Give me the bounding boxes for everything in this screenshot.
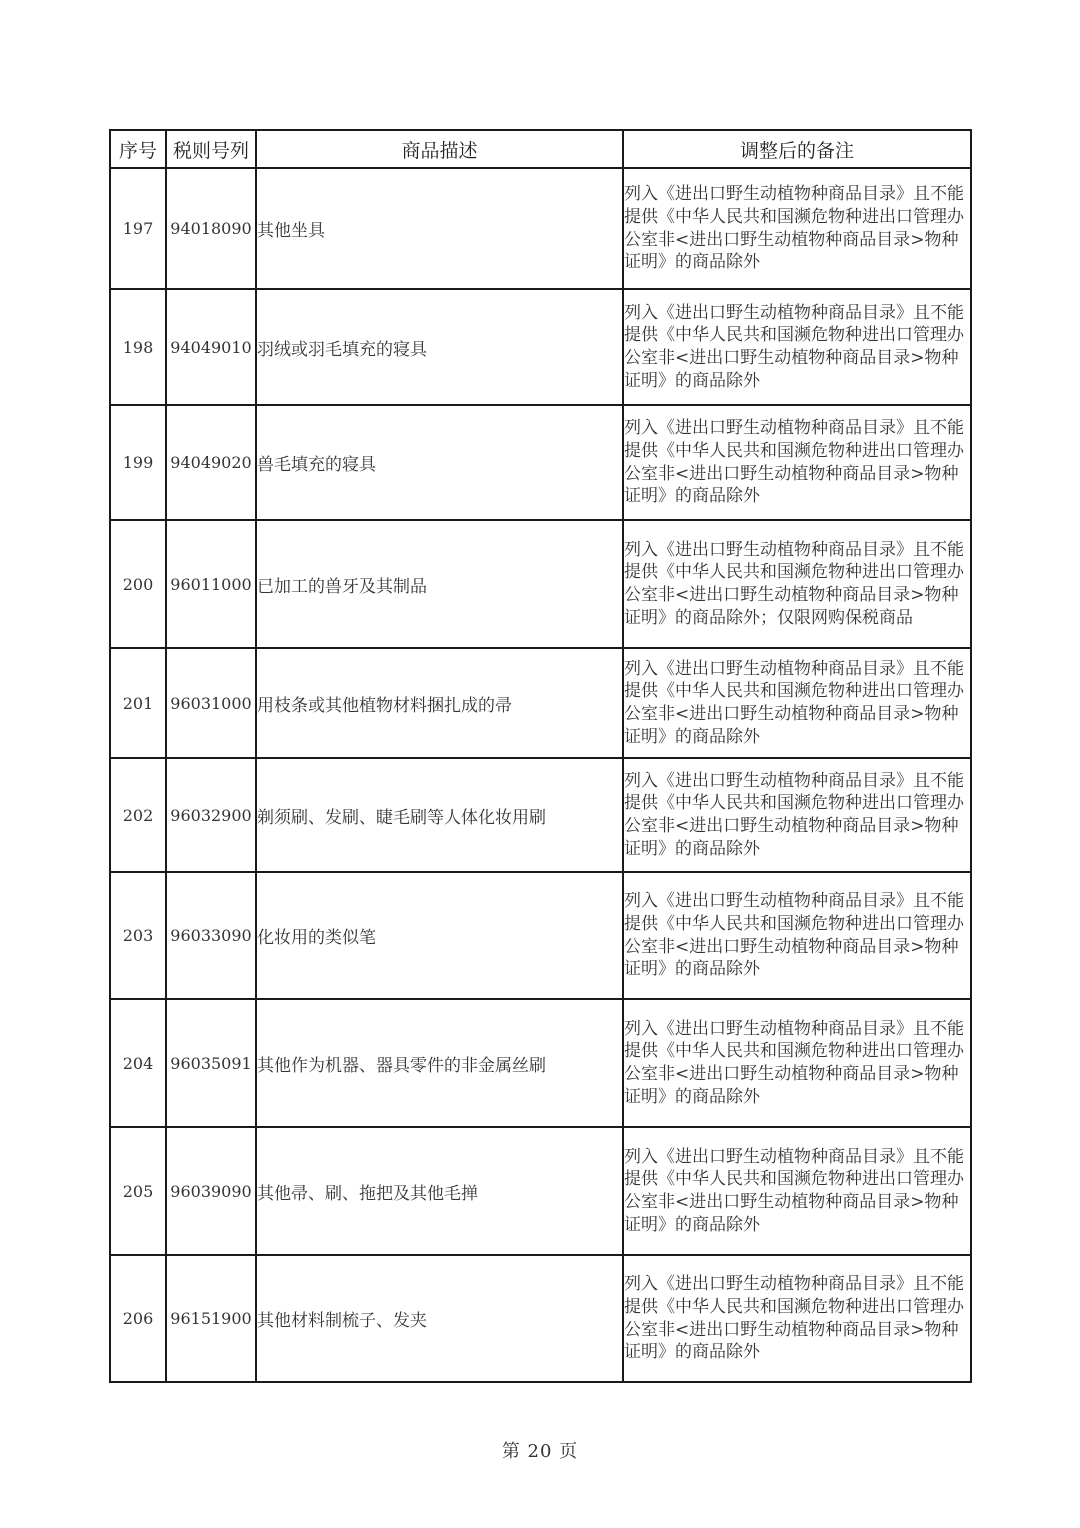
cell-serial-no: 204 — [110, 999, 166, 1127]
cell-tariff-code: 96031000 — [166, 648, 256, 758]
cell-description: 已加工的兽牙及其制品 — [256, 520, 623, 648]
cell-description: 化妆用的类似笔 — [256, 872, 623, 999]
cell-adjusted-note: 列入《进出口野生动植物种商品目录》且不能提供《中华人民共和国濒危物种进出口管理办公室非<进出口野生动植物种商品目录>物种证明》的商品除外 — [623, 758, 971, 872]
cell-description: 兽毛填充的寝具 — [256, 405, 623, 520]
table-row — [110, 520, 971, 648]
cell-serial-no: 199 — [110, 405, 166, 520]
cell-tariff-code: 96032900 — [166, 758, 256, 872]
cell-serial-no: 197 — [110, 168, 166, 289]
table-row — [110, 1127, 971, 1255]
cell-serial-no: 202 — [110, 758, 166, 872]
cell-description: 其他材料制梳子、发夹 — [256, 1255, 623, 1382]
cell-serial-no: 200 — [110, 520, 166, 648]
cell-serial-no: 206 — [110, 1255, 166, 1382]
cell-adjusted-note: 列入《进出口野生动植物种商品目录》且不能提供《中华人民共和国濒危物种进出口管理办公室非<进出口野生动植物种商品目录>物种证明》的商品除外 — [623, 872, 971, 999]
table-row — [110, 289, 971, 405]
cell-serial-no: 203 — [110, 872, 166, 999]
cell-description: 其他作为机器、器具零件的非金属丝刷 — [256, 999, 623, 1127]
cell-adjusted-note: 列入《进出口野生动植物种商品目录》且不能提供《中华人民共和国濒危物种进出口管理办公室非<进出口野生动植物种商品目录>物种证明》的商品除外；仅限网购保税商品 — [623, 520, 971, 648]
cell-adjusted-note: 列入《进出口野生动植物种商品目录》且不能提供《中华人民共和国濒危物种进出口管理办公室非<进出口野生动植物种商品目录>物种证明》的商品除外 — [623, 648, 971, 758]
cell-serial-no: 198 — [110, 289, 166, 405]
cell-tariff-code: 96151900 — [166, 1255, 256, 1382]
cell-serial-no: 205 — [110, 1127, 166, 1255]
cell-adjusted-note: 列入《进出口野生动植物种商品目录》且不能提供《中华人民共和国濒危物种进出口管理办公室非<进出口野生动植物种商品目录>物种证明》的商品除外 — [623, 999, 971, 1127]
cell-adjusted-note: 列入《进出口野生动植物种商品目录》且不能提供《中华人民共和国濒危物种进出口管理办公室非<进出口野生动植物种商品目录>物种证明》的商品除外 — [623, 1255, 971, 1382]
header-serial-no: 序号 — [110, 130, 166, 168]
cell-adjusted-note: 列入《进出口野生动植物种商品目录》且不能提供《中华人民共和国濒危物种进出口管理办公室非<进出口野生动植物种商品目录>物种证明》的商品除外 — [623, 289, 971, 405]
table-row — [110, 758, 971, 872]
page-number: 第 20 页 — [501, 1441, 579, 1462]
header-adjusted-note: 调整后的备注 — [623, 130, 971, 168]
table-row — [110, 1255, 971, 1382]
table-row — [110, 168, 971, 289]
cell-tariff-code: 96035091 — [166, 999, 256, 1127]
cell-adjusted-note: 列入《进出口野生动植物种商品目录》且不能提供《中华人民共和国濒危物种进出口管理办公室非<进出口野生动植物种商品目录>物种证明》的商品除外 — [623, 1127, 971, 1255]
cell-tariff-code: 96033090 — [166, 872, 256, 999]
cell-tariff-code: 94049020 — [166, 405, 256, 520]
table-row — [110, 999, 971, 1127]
cell-description: 羽绒或羽毛填充的寝具 — [256, 289, 623, 405]
header-description: 商品描述 — [256, 130, 623, 168]
table-row — [110, 648, 971, 758]
cell-tariff-code: 94049010 — [166, 289, 256, 405]
cell-tariff-code: 96011000 — [166, 520, 256, 648]
cell-adjusted-note: 列入《进出口野生动植物种商品目录》且不能提供《中华人民共和国濒危物种进出口管理办公室非<进出口野生动植物种商品目录>物种证明》的商品除外 — [623, 168, 971, 289]
table-row — [110, 872, 971, 999]
cell-description: 用枝条或其他植物材料捆扎成的帚 — [256, 648, 623, 758]
cell-tariff-code: 96039090 — [166, 1127, 256, 1255]
goods-table — [109, 129, 972, 1383]
cell-description: 其他帚、刷、拖把及其他毛掸 — [256, 1127, 623, 1255]
cell-description: 其他坐具 — [256, 168, 623, 289]
cell-description: 剃须刷、发刷、睫毛刷等人体化妆用刷 — [256, 758, 623, 872]
cell-tariff-code: 94018090 — [166, 168, 256, 289]
table-row — [110, 405, 971, 520]
cell-adjusted-note: 列入《进出口野生动植物种商品目录》且不能提供《中华人民共和国濒危物种进出口管理办公室非<进出口野生动植物种商品目录>物种证明》的商品除外 — [623, 405, 971, 520]
table-header-row — [110, 130, 971, 168]
cell-serial-no: 201 — [110, 648, 166, 758]
header-tariff-code: 税则号列 — [166, 130, 256, 168]
